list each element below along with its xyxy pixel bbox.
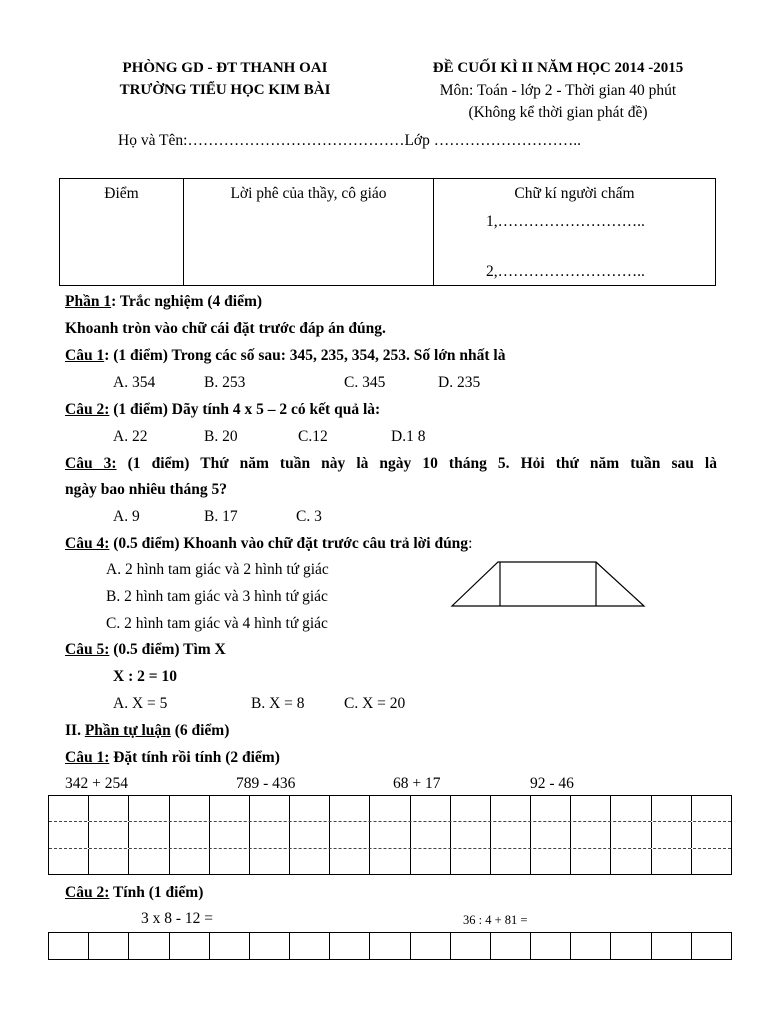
school-dept: PHÒNG GD - ĐT THANH OAI	[122, 60, 328, 76]
p2-q2-stem	[65, 884, 203, 902]
grid-cell[interactable]	[370, 933, 410, 959]
q5-equation: X : 2 = 10	[113, 668, 177, 685]
grid-cell[interactable]	[330, 822, 370, 847]
signature-line-1[interactable]: 1,………………………..	[486, 213, 645, 230]
grid-cell[interactable]	[250, 822, 290, 847]
grid-cell[interactable]	[129, 822, 169, 847]
grid-cell[interactable]	[370, 796, 410, 821]
p2-q2-expr-2: 36 : 4 + 81 =	[463, 913, 528, 927]
exam-title: ĐỀ CUỐI KÌ II NĂM HỌC 2014 -2015	[432, 60, 684, 76]
calc-grid-2[interactable]	[48, 932, 732, 960]
grid-cell[interactable]	[49, 933, 89, 959]
grid-cell[interactable]	[531, 933, 571, 959]
grid-cell[interactable]	[611, 796, 651, 821]
grid-cell[interactable]	[370, 849, 410, 874]
grid-cell[interactable]	[411, 849, 451, 874]
grid-cell[interactable]	[411, 933, 451, 959]
part1-label: Phần 1	[65, 293, 112, 310]
q1-option-d[interactable]: D. 235	[438, 374, 481, 391]
grid-cell[interactable]	[250, 933, 290, 959]
q5-stem	[65, 641, 226, 659]
grid-cell[interactable]	[451, 933, 491, 959]
grid-cell[interactable]	[571, 796, 611, 821]
grid-cell[interactable]	[652, 796, 692, 821]
grid-cell[interactable]	[330, 796, 370, 821]
grid-cell[interactable]	[89, 822, 129, 847]
grid-cell[interactable]	[611, 822, 651, 847]
grid-cell[interactable]	[290, 796, 330, 821]
grader-signature-header: Chữ kí người chấm	[514, 185, 635, 202]
part1-title	[65, 293, 262, 311]
grid-cell[interactable]	[210, 822, 250, 847]
grid-cell[interactable]	[411, 796, 451, 821]
grid-cell[interactable]	[411, 822, 451, 847]
q3-text1: (1 điểm) Thứ năm tuần này là ngày 10 tháng 5. Hỏi thứ năm tuần sau là	[116, 455, 717, 472]
part1-title-rest: : Trắc nghiệm (4 điểm)	[111, 293, 263, 310]
grade-table	[59, 178, 716, 286]
school-name: TRƯỜNG TIỂU HỌC KIM BÀI	[119, 82, 331, 98]
trapezoid-figure	[450, 560, 646, 610]
q2-option-c[interactable]: C.12	[298, 428, 328, 445]
grid-cell[interactable]	[330, 933, 370, 959]
q3-label: Câu 3:	[65, 455, 117, 472]
grid-cell[interactable]	[49, 796, 89, 821]
q2-option-b[interactable]: B. 20	[204, 428, 238, 445]
name-class-line[interactable]: Họ và Tên:……………………………………Lớp ………………………..	[118, 132, 581, 149]
grid-cell[interactable]	[210, 933, 250, 959]
p2-q1-expr-3: 68 + 17	[393, 775, 441, 792]
grid-row	[49, 822, 731, 848]
grid-cell[interactable]	[330, 849, 370, 874]
q5-label: Câu 5:	[65, 641, 110, 658]
grid-cell[interactable]	[692, 822, 731, 847]
q4-option-b[interactable]: B. 2 hình tam giác và 3 hình tứ giác	[106, 588, 328, 605]
grid-cell[interactable]	[491, 933, 531, 959]
part2-prefix: II.	[65, 722, 85, 739]
q5-option-c[interactable]: C. X = 20	[344, 695, 406, 712]
q2-text: (1 điểm) Dãy tính 4 x 5 – 2 có kết quả là:	[109, 401, 381, 418]
grid-cell[interactable]	[49, 822, 89, 847]
q3-option-c[interactable]: C. 3	[296, 508, 322, 525]
grid-cell[interactable]	[491, 796, 531, 821]
signature-line-2[interactable]: 2,………………………..	[486, 263, 645, 280]
q4-colon: :	[468, 535, 473, 552]
grid-cell[interactable]	[531, 849, 571, 874]
p2-q2-text: Tính (1 điểm)	[109, 884, 204, 901]
grid-cell[interactable]	[370, 822, 410, 847]
grid-row	[49, 849, 731, 874]
part2-label: Phần tự luận	[84, 722, 171, 739]
calc-grid-1[interactable]	[48, 795, 732, 875]
grid-cell[interactable]	[611, 849, 651, 874]
grid-row	[49, 933, 731, 959]
q1-text: : (1 điểm) Trong các số sau: 345, 235, 354, 253. Số lớn nhất là	[104, 347, 506, 364]
grid-cell[interactable]	[210, 849, 250, 874]
grid-cell[interactable]	[49, 849, 89, 874]
grid-cell[interactable]	[652, 849, 692, 874]
grid-cell[interactable]	[571, 822, 611, 847]
q5-option-a[interactable]: A. X = 5	[113, 695, 168, 712]
score-cell[interactable]	[60, 179, 184, 285]
grid-cell[interactable]	[89, 933, 129, 959]
grid-cell[interactable]	[571, 933, 611, 959]
grid-cell[interactable]	[451, 822, 491, 847]
grid-cell[interactable]	[692, 849, 731, 874]
exam-note: (Không kể thời gian phát đề)	[468, 104, 648, 121]
p2-q1-text: Đặt tính rồi tính (2 điểm)	[109, 749, 280, 766]
p2-q1-expr-4: 92 - 46	[530, 775, 574, 792]
p2-q2-label: Câu 2:	[65, 884, 110, 901]
grid-cell[interactable]	[89, 849, 129, 874]
q2-label: Câu 2:	[65, 401, 110, 418]
q4-option-c[interactable]: C. 2 hình tam giác và 4 hình tứ giác	[106, 615, 328, 632]
grid-cell[interactable]	[451, 796, 491, 821]
q3-option-b[interactable]: B. 17	[204, 508, 238, 525]
p2-q1-label: Câu 1:	[65, 749, 110, 766]
q2-option-a[interactable]: A. 22	[113, 428, 148, 445]
score-header: Điểm	[104, 185, 139, 202]
p2-q1-stem	[65, 749, 280, 767]
q4-label: Câu 4:	[65, 535, 110, 552]
grid-cell[interactable]	[170, 822, 210, 847]
q2-stem	[65, 401, 380, 419]
exam-subject: Môn: Toán - lớp 2 - Thời gian 40 phút	[439, 82, 677, 99]
grid-cell[interactable]	[491, 849, 531, 874]
q3-stem-line1	[65, 455, 717, 473]
grid-cell[interactable]	[652, 933, 692, 959]
p2-q1-expr-1: 342 + 254	[65, 775, 128, 792]
grid-cell[interactable]	[290, 933, 330, 959]
grid-cell[interactable]	[451, 849, 491, 874]
grid-cell[interactable]	[129, 933, 169, 959]
grid-cell[interactable]	[611, 933, 651, 959]
q2-option-d[interactable]: D.1 8	[391, 428, 426, 445]
grid-row	[49, 796, 731, 822]
q1-option-b[interactable]: B. 253	[204, 374, 246, 391]
q4-stem	[65, 535, 472, 553]
p2-q2-expr-1: 3 x 8 - 12 =	[141, 910, 214, 927]
q5-text: (0.5 điểm) Tìm X	[109, 641, 226, 658]
q1-option-a[interactable]: A. 354	[113, 374, 156, 391]
grid-cell[interactable]	[170, 933, 210, 959]
grid-cell[interactable]	[652, 822, 692, 847]
grid-cell[interactable]	[89, 796, 129, 821]
q1-label: Câu 1	[65, 347, 105, 364]
grid-cell[interactable]	[129, 849, 169, 874]
q1-option-c[interactable]: C. 345	[344, 374, 386, 391]
q5-option-b[interactable]: B. X = 8	[251, 695, 305, 712]
grid-cell[interactable]	[531, 796, 571, 821]
grid-cell[interactable]	[491, 822, 531, 847]
teacher-comment-header: Lời phê của thầy, cô giáo	[230, 185, 387, 202]
teacher-comment-cell[interactable]	[184, 179, 434, 285]
q3-stem-line2: ngày bao nhiêu tháng 5?	[65, 481, 227, 498]
part2-title	[65, 722, 229, 740]
grid-cell[interactable]	[571, 849, 611, 874]
grid-cell[interactable]	[692, 933, 731, 959]
q4-option-a[interactable]: A. 2 hình tam giác và 2 hình tứ giác	[106, 561, 329, 578]
grid-cell[interactable]	[692, 796, 731, 821]
grid-cell[interactable]	[290, 822, 330, 847]
q4-text: (0.5 điểm) Khoanh vào chữ đặt trước câu trả lời đúng	[109, 535, 469, 552]
grid-cell[interactable]	[129, 796, 169, 821]
grid-cell[interactable]	[170, 849, 210, 874]
q3-option-a[interactable]: A. 9	[113, 508, 140, 525]
grid-cell[interactable]	[250, 796, 290, 821]
grid-cell[interactable]	[531, 822, 571, 847]
part1-instruction: Khoanh tròn vào chữ cái đặt trước đáp án đúng.	[65, 320, 386, 337]
p2-q1-expr-2: 789 - 436	[236, 775, 296, 792]
grader-signature-cell	[434, 179, 715, 285]
part2-title-rest: (6 điểm)	[170, 722, 230, 739]
grid-cell[interactable]	[210, 796, 250, 821]
grid-cell[interactable]	[170, 796, 210, 821]
grid-cell[interactable]	[290, 849, 330, 874]
grid-cell[interactable]	[250, 849, 290, 874]
q1-stem	[65, 347, 505, 365]
